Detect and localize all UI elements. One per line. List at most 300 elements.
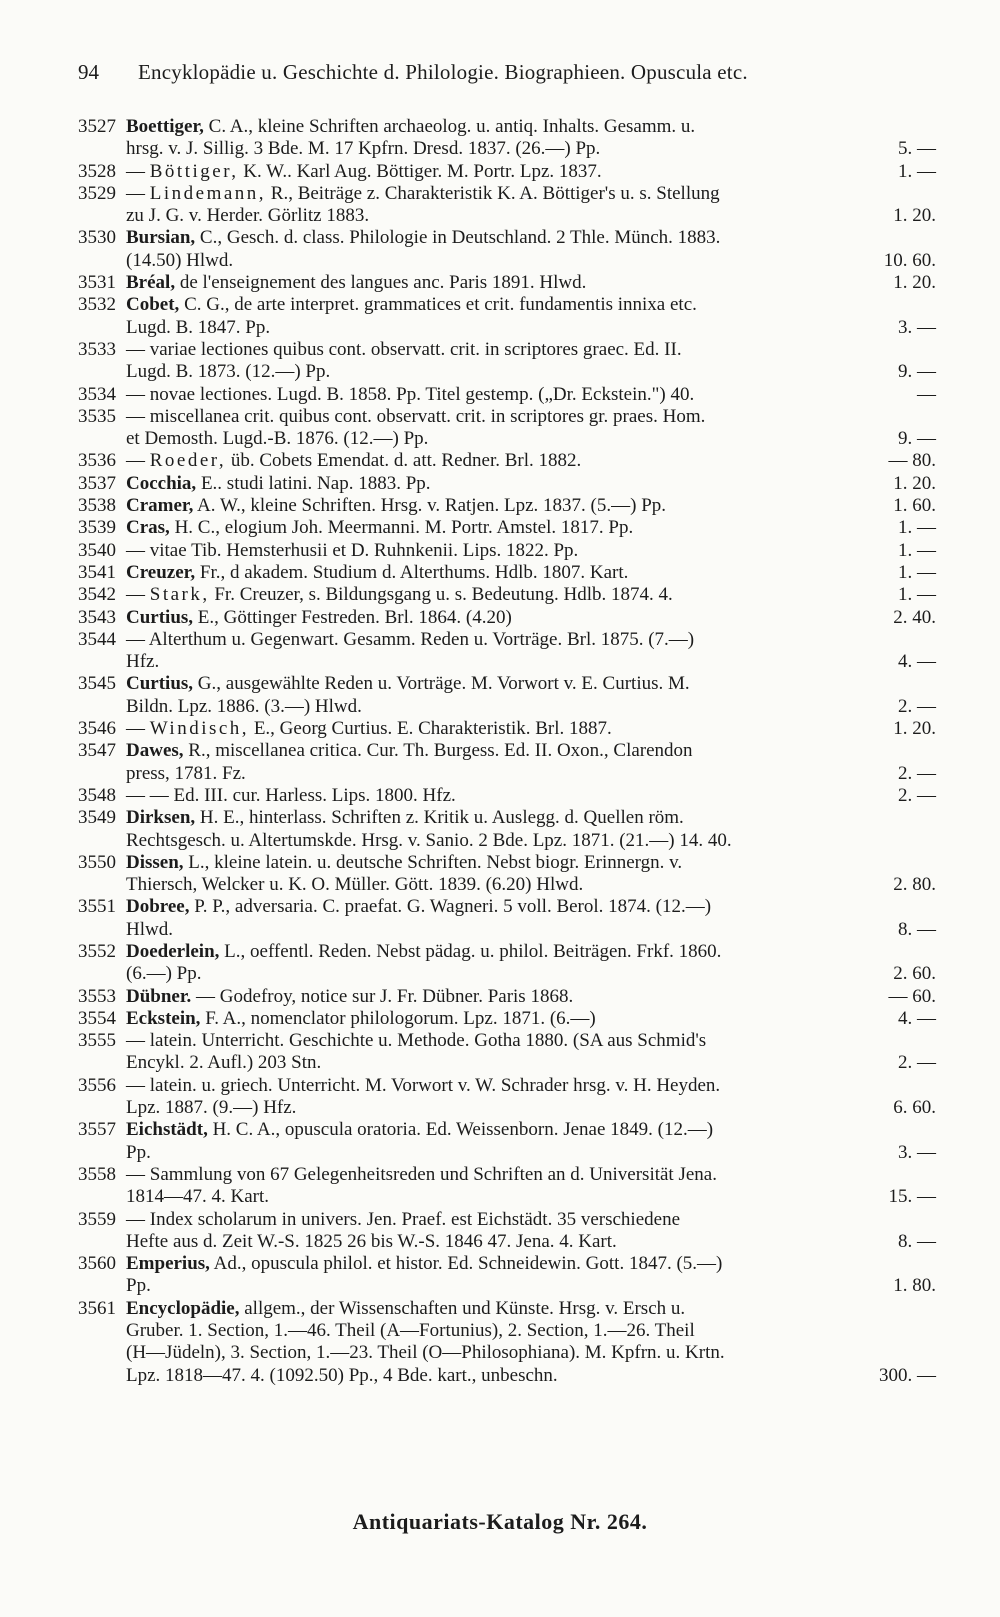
ditto-dash: — [126,628,149,650]
entry-price: 1. 80. [893,1275,936,1297]
entry-price: 3. — [898,1141,936,1163]
entry-text [126,1342,725,1364]
catalog-entry [78,227,958,272]
entry-price: 2. 80. [893,874,936,896]
catalog-entry [78,116,958,161]
catalog-entry [78,1030,958,1075]
entry-text [126,696,362,718]
entry-description: C. G., de arte interpret. grammatices et crit. fundamentis innixa etc. [179,294,697,316]
entry-number: 3535 [78,405,116,427]
entry-description: C. A., kleine Schriften archaeolog. u. antiq. Inhalts. Gesamm. u. [203,116,696,137]
catalog-entry [78,272,958,294]
entry-description: üb. Cobets Emendat. d. att. Redner. Brl. 1882. [226,450,582,472]
ditto-dash: — [126,539,150,561]
entry-price: 3. — [898,316,936,338]
entry-price: — 60. [888,985,936,1007]
entry-text [126,406,705,428]
entry-text [126,1231,617,1253]
entry-number: 3542 [78,584,116,606]
entry-line [78,718,958,740]
entry-text [126,339,682,361]
ditto-dash: — [126,718,150,740]
catalog-footer: Antiquariats-Katalog Nr. 264. [352,1509,648,1534]
entry-author: Windisch, [149,718,250,740]
entry-line [78,450,958,472]
ditto-dash: — — [126,784,174,806]
entry-number: 3532 [78,294,116,316]
entry-text [126,205,369,227]
entry-description: Gruber. 1. Section, 1.—46. Theil (A—Fortunius), 2. Section, 1.—26. Theil [126,1320,695,1342]
entry-author: Doederlein, [126,940,220,962]
entry-description: Lugd. B. 1873. (12.—) Pp. [126,361,331,383]
entry-text [126,250,233,272]
catalog-entry [78,807,958,852]
entry-line [78,785,958,807]
entry-number: 3560 [78,1253,116,1275]
catalog-entry [78,1298,958,1387]
ditto-dash: — [126,160,150,182]
entry-line [78,607,958,629]
entry-text [126,1253,722,1275]
entry-price: 2. 60. [893,963,936,985]
entry-author: Encyclopädie, [126,1297,240,1319]
entry-text [126,718,612,740]
catalog-entry [78,384,958,406]
entry-description: H. E., hinterlass. Schriften z. Kritik u. Auslegg. d. Quellen röm. [195,807,684,829]
entry-line [78,428,958,450]
entry-description: K. W.. Karl Aug. Böttiger. M. Portr. Lpz. 1837. [238,160,602,182]
entry-description: E., Göttinger Festreden. Brl. 1864. (4.20) [193,606,512,628]
entry-price: 2. — [898,1052,936,1074]
entry-number: 3536 [78,450,116,472]
catalog-entry [78,450,958,472]
entry-number: 3554 [78,1007,116,1029]
entry-price: 1. — [898,517,936,539]
entry-text [126,1164,717,1186]
entry-line [78,763,958,785]
entry-text [126,1298,685,1320]
entry-line [78,1298,958,1320]
entry-text [126,1275,151,1297]
entry-text [126,807,684,829]
entry-price: 1. 60. [893,495,936,517]
entry-price: 1. — [898,584,936,606]
catalog-entry [78,740,958,785]
entry-line [78,138,958,160]
entry-price: — 80. [888,450,936,472]
entry-price: 1. — [898,561,936,583]
entry-text [126,317,270,339]
entry-author: Emperius, [126,1253,210,1275]
entry-number: 3544 [78,628,116,650]
entry-text [126,272,586,294]
entry-number: 3550 [78,851,116,873]
entry-price: 2. — [898,784,936,806]
entry-description: (6.—) Pp. [126,963,202,985]
entry-line [78,161,958,183]
entry-description: F. A., nomenclator philologorum. Lpz. 1871. (6.—) [200,1007,596,1029]
catalog-entry [78,161,958,183]
entry-text [126,495,666,517]
entry-number: 3538 [78,495,116,517]
entry-description: L., oeffentl. Reden. Nebst pädag. u. philol. Beiträgen. Frkf. 1860. [219,940,722,962]
catalog-entry [78,941,958,986]
entry-description: Thiersch, Welcker u. K. O. Müller. Gött. 1839. (6.20) Hlwd. [126,874,584,896]
entry-price: 9. — [898,361,936,383]
ditto-dash: — [126,1074,150,1096]
entry-line [78,1231,958,1253]
entry-line [78,205,958,227]
entry-author: Stark, [149,584,210,606]
entry-author: Cocchia, [126,472,197,494]
entry-text [126,116,695,138]
ditto-dash: — [126,182,150,204]
entry-author: Cobet, [126,294,180,316]
entry-line [78,384,958,406]
entry-number: 3556 [78,1074,116,1096]
entry-text [126,138,600,160]
entry-number: 3558 [78,1163,116,1185]
ditto-dash: — [126,450,150,472]
catalog-entry [78,1008,958,1030]
entry-line [78,227,958,249]
entry-line [78,517,958,539]
entry-line [78,1164,958,1186]
catalog-entry [78,629,958,674]
entry-description: P. P., adversaria. C. praefat. G. Wagneri. 5 voll. Berol. 1874. (12.—) [189,896,712,918]
catalog-entries [78,116,958,1387]
entry-text [126,963,201,985]
entry-text [126,941,721,963]
entry-text [126,473,431,495]
entry-description: press, 1781. Fz. [126,762,246,784]
entry-text [126,450,581,472]
entry-line [78,696,958,718]
entry-number: 3548 [78,784,116,806]
entry-description: Pp. [126,1275,151,1297]
entry-price: 1. — [898,539,936,561]
entry-number: 3551 [78,896,116,918]
entry-price: 10. 60. [883,249,936,271]
entry-description: (H—Jüdeln), 3. Section, 1.—23. Theil (O—Philosophiana). M. Kpfrn. u. Krtn. [126,1342,725,1364]
entry-price: — [917,383,936,405]
entry-price: 8. — [898,1230,936,1252]
entry-line [78,1008,958,1030]
entry-line [78,1253,958,1275]
entry-number: 3539 [78,517,116,539]
entry-text [126,562,628,584]
entry-number: 3528 [78,160,116,182]
entry-text [126,584,673,606]
entry-line [78,629,958,651]
entry-text [126,1365,558,1387]
catalog-entry [78,1119,958,1164]
entry-text [126,517,633,539]
entry-description: Hfz. [126,651,160,673]
entry-line [78,1142,958,1164]
catalog-entry [78,607,958,629]
entry-number: 3547 [78,740,116,762]
entry-description: G., ausgewählte Reden u. Vorträge. M. Vorwort v. E. Curtius. M. [193,673,690,695]
entry-text [126,1075,720,1097]
catalog-entry [78,339,958,384]
entry-description: variae lectiones quibus cont. observatt. crit. in scriptores graec. Ed. II. [149,338,682,360]
entry-line [78,1342,958,1364]
entry-author: Eckstein, [126,1007,201,1029]
entry-description: latein. Unterricht. Geschichte u. Methode. Gotha 1880. (SA aus Schmid's [149,1030,707,1052]
entry-line [78,1209,958,1231]
ditto-dash: — [126,1163,150,1185]
entry-description: hrsg. v. J. Sillig. 3 Bde. M. 17 Kpfrn. Dresd. 1837. (26.—) Pp. [126,138,601,160]
entry-line [78,896,958,918]
entry-line [78,250,958,272]
entry-author: Dissen, [126,851,184,873]
catalog-entry [78,718,958,740]
entry-text [126,986,573,1008]
entry-text [126,740,693,762]
entry-text [126,673,690,695]
entry-description: E.. studi latini. Nap. 1883. Pp. [196,472,431,494]
entry-description: Fr. Creuzer, s. Bildungsgang u. s. Bedeutung. Hdlb. 1874. 4. [209,584,673,606]
entry-line [78,1075,958,1097]
entry-text [126,607,512,629]
entry-text [126,1119,713,1141]
ditto-dash: — [126,338,150,360]
entry-price: 5. — [898,138,936,160]
entry-price: 4. — [898,1007,936,1029]
entry-number: 3557 [78,1119,116,1141]
entry-text [126,540,578,562]
entry-number: 3529 [78,182,116,204]
entry-line [78,1097,958,1119]
entry-line [78,183,958,205]
entry-description: 1814—47. 4. Kart. [126,1186,270,1208]
entry-description: Sammlung von 67 Gelegenheitsreden und Schriften an d. Universität Jena. [149,1163,717,1185]
entry-number: 3561 [78,1297,116,1319]
entry-line [78,919,958,941]
entry-author: Dobree, [126,896,190,918]
entry-line [78,963,958,985]
entry-author: Boettiger, [126,116,204,137]
entry-price: 1. — [898,160,936,182]
entry-text [126,1052,321,1074]
entry-price: 1. 20. [893,472,936,494]
entry-number: 3546 [78,718,116,740]
entry-text [126,227,720,249]
entry-price: 9. — [898,428,936,450]
entry-description: et Demosth. Lugd.-B. 1876. (12.—) Pp. [126,428,429,450]
entry-number: 3543 [78,606,116,628]
entry-text [126,1320,695,1342]
entry-line [78,272,958,294]
entry-text [126,629,694,651]
entry-number: 3553 [78,985,116,1007]
entry-author: Curtius, [126,673,194,695]
entry-description: Encykl. 2. Aufl.) 203 Stn. [126,1052,322,1074]
entry-line [78,673,958,695]
entry-description: Alterthum u. Gegenwart. Gesamm. Reden u. Vorträge. Brl. 1875. (7.—) [148,628,695,650]
ditto-dash: — [126,1208,150,1230]
entry-description: Pp. [126,1141,151,1163]
entry-text [126,1142,151,1164]
entry-text [126,874,583,896]
entry-line [78,1365,958,1387]
entry-number: 3545 [78,673,116,695]
catalog-entry [78,852,958,897]
catalog-entry [78,1253,958,1298]
catalog-entry [78,584,958,606]
entry-author: Dawes, [126,740,184,762]
entry-price: 1. 20. [893,205,936,227]
entry-line [78,406,958,428]
entry-description: C., Gesch. d. class. Philologie in Deutschland. 2 Thle. Münch. 1883. [195,227,721,249]
entry-line [78,740,958,762]
entry-number: 3530 [78,227,116,249]
entry-description: Hlwd. [126,918,173,940]
catalog-entry [78,1164,958,1209]
entry-text [126,763,246,785]
entry-price: 2. — [898,695,936,717]
entry-author: Dübner. [126,985,192,1007]
entry-text [126,1008,596,1030]
entry-description: A. W., kleine Schriften. Hrsg. v. Ratjen. Lpz. 1837. (5.—) Pp. [193,495,667,517]
entry-number: 3540 [78,539,116,561]
catalog-entry [78,986,958,1008]
running-head [78,60,888,85]
entry-description: Rechtsgesch. u. Altertumskde. Hrsg. v. Sanio. 2 Bde. Lpz. 1871. (21.—) 14. 40. [126,829,732,851]
entry-price: 300. — [879,1364,936,1386]
catalog-entry [78,294,958,339]
entry-price: 2. 40. [893,606,936,628]
catalog-entry [78,517,958,539]
entry-description: Fr., d akadem. Studium d. Alterthums. Hdlb. 1807. Kart. [195,561,629,583]
entry-number: 3541 [78,561,116,583]
entry-price: 2. — [898,762,936,784]
entry-description: L., kleine latein. u. deutsche Schriften. Nebst biogr. Erinnergn. v. [183,851,683,873]
entry-description: Lugd. B. 1847. Pp. [126,316,271,338]
entry-line [78,807,958,829]
entry-price: 6. 60. [893,1097,936,1119]
entry-text [126,896,711,918]
ditto-dash: — [126,383,150,405]
entry-description: miscellanea crit. quibus cont. observatt. crit. in scriptores gr. praes. Hom. [149,405,706,427]
entry-number: 3533 [78,338,116,360]
entry-author: Lindemann, [149,182,267,204]
catalog-entry [78,473,958,495]
entry-line [78,116,958,138]
entry-author: Dirksen, [126,807,196,829]
entry-number: 3549 [78,807,116,829]
entry-author: Creuzer, [126,561,196,583]
entry-author: Bréal, [126,272,176,294]
entry-line [78,317,958,339]
entry-description: Ad., opuscula philol. et histor. Ed. Schneidewin. Gott. 1847. (5.—) [209,1253,723,1275]
entry-description: (14.50) Hlwd. [126,249,234,271]
entry-number: 3534 [78,383,116,405]
entry-price: 1. 20. [893,272,936,294]
entry-line [78,540,958,562]
entry-line [78,495,958,517]
entry-price: 15. — [888,1186,936,1208]
entry-text [126,852,682,874]
entry-description: novae lectiones. Lugd. B. 1858. Pp. Titel gestemp. („Dr. Eckstein.") 40. [149,383,695,405]
entry-text [126,919,173,941]
entry-description: allgem., der Wissenschaften und Künste. Hrsg. v. Ersch u. [239,1297,686,1319]
ditto-dash: — [126,405,150,427]
entry-text [126,1030,706,1052]
entry-text [126,384,694,406]
entry-author: Cras, [126,517,170,539]
entry-text [126,161,602,183]
entry-text [126,830,732,852]
entry-line [78,1186,958,1208]
entry-text [126,1209,680,1231]
running-title: Encyklopädie u. Geschichte d. Philologie. Biographieen. Opuscula etc. [138,60,748,84]
entry-line [78,339,958,361]
entry-description: R., Beiträge z. Charakteristik K. A. Böttiger's u. s. Stellung [266,182,720,204]
entry-author: Roeder, [149,450,227,472]
entry-text [126,785,456,807]
entry-text [126,294,697,316]
entry-line [78,986,958,1008]
entry-author: Bursian, [126,227,196,249]
entry-text [126,1186,269,1208]
entry-line [78,1030,958,1052]
entry-description: de l'enseignement des langues anc. Paris 1891. Hlwd. [175,272,587,294]
entry-line [78,1052,958,1074]
entry-price: 4. — [898,651,936,673]
entry-line [78,562,958,584]
entry-line [78,294,958,316]
entry-description: E., Georg Curtius. E. Charakteristik. Brl. 1887. [249,718,612,740]
entry-line [78,874,958,896]
entry-line [78,941,958,963]
entry-description: H. C., elogium Joh. Meermanni. M. Portr. Amstel. 1817. Pp. [169,517,634,539]
entry-text [126,1097,296,1119]
catalog-entry [78,673,958,718]
ditto-dash: — [126,584,150,606]
entry-number: 3527 [78,116,116,137]
entry-author: Cramer, [126,495,194,517]
entry-number: 3559 [78,1208,116,1230]
entry-number: 3555 [78,1030,116,1052]
catalog-entry [78,540,958,562]
entry-description: Lpz. 1887. (9.—) Hfz. [126,1097,297,1119]
entry-description: H. C. A., opuscula oratoria. Ed. Weissenborn. Jenae 1849. (12.—) [207,1119,714,1141]
entry-price: 8. — [898,918,936,940]
entry-text [126,183,720,205]
entry-line [78,1275,958,1297]
entry-description: zu J. G. v. Herder. Görlitz 1883. [126,205,370,227]
entry-price: 1. 20. [893,718,936,740]
entry-description: Ed. III. cur. Harless. Lips. 1800. Hfz. [173,784,456,806]
page-number: 94 [78,60,99,84]
entry-line [78,584,958,606]
entry-text [126,428,428,450]
entry-line [78,1320,958,1342]
entry-line [78,830,958,852]
entry-description: — Godefroy, notice sur J. Fr. Dübner. Paris 1868. [191,985,574,1007]
entry-number: 3552 [78,940,116,962]
ditto-dash: — [126,1030,150,1052]
entry-line [78,852,958,874]
entry-description: latein. u. griech. Unterricht. M. Vorwort v. W. Schrader hrsg. v. H. Heyden. [149,1074,721,1096]
catalog-entry [78,562,958,584]
catalog-entry [78,495,958,517]
entry-number: 3537 [78,472,116,494]
catalog-entry [78,183,958,228]
entry-description: R., miscellanea critica. Cur. Th. Burgess. Ed. II. Oxon., Clarendon [183,740,693,762]
